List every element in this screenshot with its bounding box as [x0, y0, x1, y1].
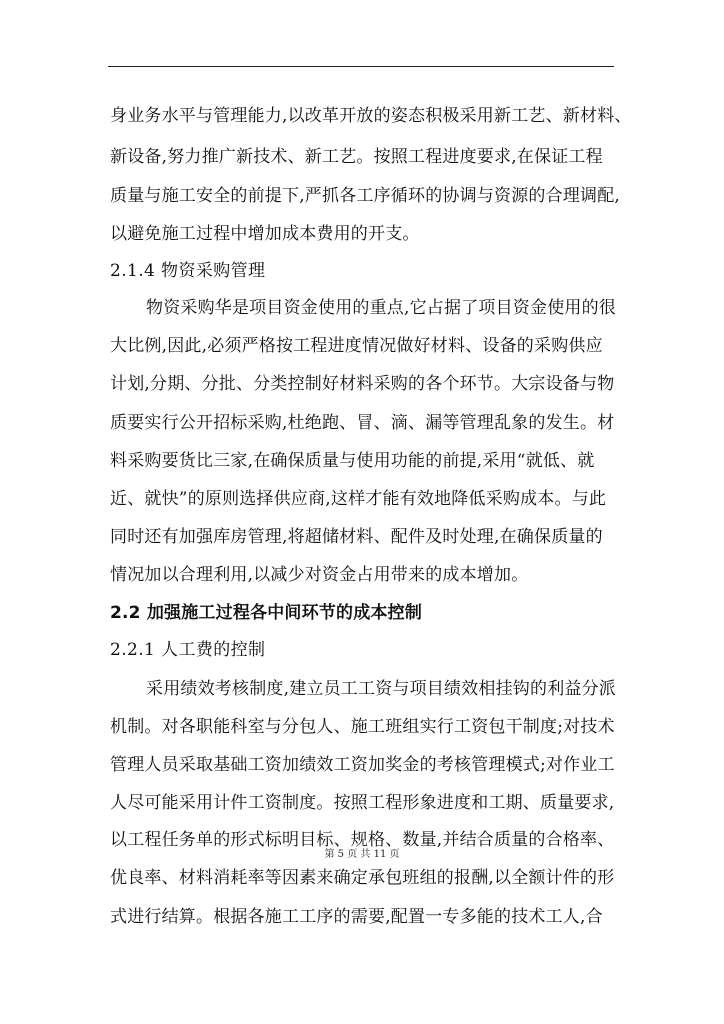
section-heading-2-2-1: 2.2.1 人工费的控制	[110, 640, 266, 660]
paragraph-line: 近、就快”的原则选择供应商,这样才能有效地降低采购成本。与此	[110, 489, 607, 509]
paragraph-line: 人尽可能采用计件工资制度。按照工程形象进度和工期、质量要求,	[110, 793, 615, 813]
paragraph-line: 同时还有加强库房管理,将超储材料、配件及时处理,在确保质量的	[110, 527, 603, 547]
section-heading-2-1-4: 2.1.4 物资采购管理	[110, 261, 266, 281]
paragraph-line: 采用绩效考核制度,建立员工工资与项目绩效相挂钩的利益分派	[146, 679, 617, 699]
paragraph-line: 机制。对各职能科室与分包人、施工班组实行工资包干制度;对技术	[110, 717, 615, 737]
paragraph-line: 以工程任务单的形式标明目标、规格、数量,并结合质量的合格率、	[110, 830, 615, 850]
paragraph-line: 计划,分期、分批、分类控制好材料采购的各个环节。大宗设备与物	[110, 374, 615, 394]
paragraph-line: 大比例,因此,必须严格按工程进度情况做好材料、设备的采购供应	[110, 336, 603, 356]
paragraph-line: 料采购要货比三家,在确保质量与使用功能的前提,采用“就低、就	[110, 451, 595, 471]
paragraph-line: 优良率、材料消耗率等因素来确定承包班组的报酬,以全额计件的形	[110, 868, 615, 888]
paragraph-line: 质量与施工安全的前提下,严抓各工序循环的协调与资源的合理调配,	[110, 186, 621, 206]
paragraph-line: 以避免施工过程中增加成本费用的开支。	[110, 224, 420, 244]
paragraph-line: 物资采购华是项目资金使用的重点,它占据了项目资金使用的很	[146, 298, 617, 318]
header-rule	[108, 66, 614, 67]
paragraph-line: 管理人员采取基础工资加绩效工资加奖金的考核管理模式;对作业工	[110, 755, 615, 775]
paragraph-line: 身业务水平与管理能力,以改革开放的姿态积极采用新工艺、新材料、	[110, 106, 632, 126]
paragraph-line: 质要实行公开招标采购,杜绝跑、冒、滴、漏等管理乱象的发生。材	[110, 413, 615, 433]
page-number-footer: 第 5 页 共 11 页	[324, 849, 400, 860]
section-heading-2-2: 2.2 加强施工过程各中间环节的成本控制	[110, 603, 423, 623]
paragraph-line: 式进行结算。根据各施工工序的需要,配置一专多能的技术工人,合	[110, 907, 603, 927]
paragraph-line: 情况加以合理利用,以减少对资金占用带来的成本增加。	[110, 565, 529, 585]
paragraph-line: 新设备,努力推广新技术、新工艺。按照工程进度要求,在保证工程	[110, 147, 603, 167]
